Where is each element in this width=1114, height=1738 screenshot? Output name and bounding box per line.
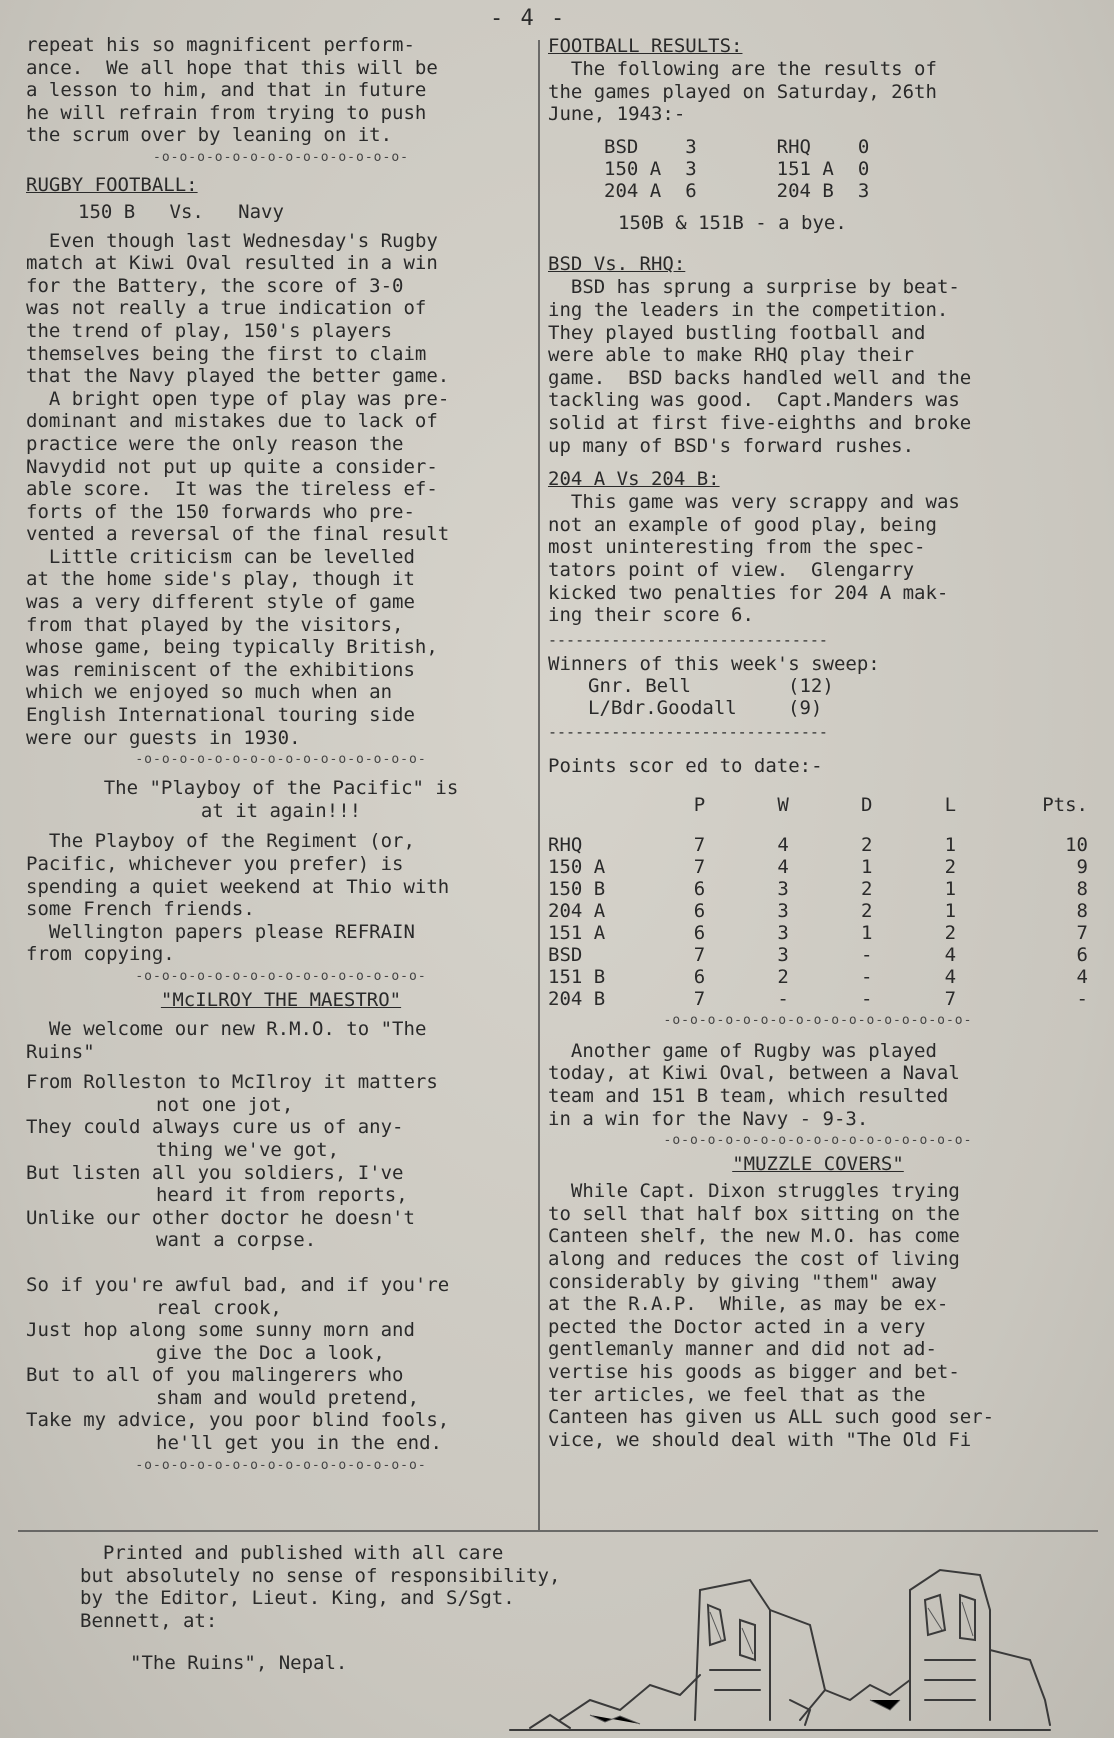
points-cell: 7	[944, 987, 957, 1010]
text-line: ing the leaders in the competition.	[548, 298, 949, 321]
points-cell: 204 B	[548, 987, 606, 1010]
points-row	[548, 878, 1088, 900]
text-line: he will refrain from trying to push	[26, 101, 427, 124]
muzzle-body	[548, 1180, 1088, 1451]
result-cell: 0	[857, 135, 870, 158]
sweep-table	[588, 675, 834, 719]
text-line: They played bustling football and	[548, 321, 926, 344]
separator: -o-o-o-o-o-o-o-o-o-o-o-o-o-o-o-o-o-	[663, 1133, 973, 1149]
text-line: but absolutely no sense of responsibility,	[80, 1564, 561, 1587]
points-cell: 4	[1076, 965, 1088, 988]
points-cell: 4	[944, 943, 957, 966]
text-line: tackling was good. Capt.Manders was	[548, 389, 960, 412]
verse-line: They could always cure us of any-	[26, 1116, 404, 1139]
text-line: team and 151 B team, which resulted	[548, 1085, 949, 1108]
points-cell: -	[1076, 987, 1088, 1010]
result-cell: 3	[857, 179, 870, 202]
text-line: ing their score 6.	[548, 604, 754, 627]
result-cell: 150 A	[604, 157, 662, 180]
text-line: some French friends.	[26, 898, 255, 921]
text-line: at the R.A.P. While, as may be ex-	[548, 1293, 949, 1316]
text-line: today, at Kiwi Oval, between a Naval	[548, 1062, 960, 1085]
points-column-header: Pts.	[1042, 793, 1088, 816]
text-line: able score. It was the tireless ef-	[26, 478, 438, 501]
text-line: BSD has sprung a surprise by beat-	[548, 276, 960, 299]
points-row	[548, 988, 1088, 1010]
text-line: ance. We all hope that this will be	[26, 56, 438, 79]
text-line: While Capt. Dixon struggles trying	[548, 1180, 960, 1203]
points-cell: 6	[693, 899, 706, 922]
dash-separator: -------------------------------	[548, 630, 828, 649]
bsd-heading: BSD Vs. RHQ:	[548, 253, 686, 276]
sweep-heading: Winners of this week's sweep:	[548, 652, 880, 675]
verse-line: From Rolleston to McIlroy it matters	[26, 1071, 438, 1094]
text-line: a lesson to him, and that in future	[26, 79, 427, 102]
separator: -o-o-o-o-o-o-o-o-o-o-o-o-o-o-o-o-	[135, 968, 427, 984]
text-line: practice were the only reason the	[26, 432, 404, 455]
points-cell: 7	[693, 987, 706, 1010]
text-line: considerably by giving "them" away	[548, 1270, 937, 1293]
text-line: Pacific, whichever you prefer) is	[26, 853, 404, 875]
sweep-cell: (9)	[788, 697, 823, 720]
bsd-body	[548, 276, 1088, 457]
points-cell: 3	[777, 899, 789, 922]
football-results-heading: FOOTBALL RESULTS:	[548, 35, 743, 57]
rugby-subheading: 150 B Vs. Navy	[78, 200, 284, 223]
text-line: vented a reversal of the final result	[26, 523, 450, 546]
text-line: was reminiscent of the exhibitions	[26, 658, 415, 681]
points-cell: 2	[777, 965, 789, 988]
text-line: whose game, being typically British,	[26, 636, 438, 659]
playboy-heading	[26, 777, 536, 822]
points-cell: 6	[1076, 943, 1088, 966]
text-line: Wellington papers please REFRAIN	[26, 920, 415, 943]
results-table	[604, 136, 893, 202]
points-cell: 4	[777, 833, 789, 856]
text-line: Navydid not put up quite a consider-	[26, 455, 438, 478]
text-line: This game was very scrappy and was	[548, 491, 960, 514]
points-cell: -	[861, 943, 873, 966]
result-cell: 0	[857, 157, 870, 180]
verse-1	[26, 1071, 536, 1252]
points-cell: 7	[693, 855, 706, 878]
text-line: the scrum over by leaning on it.	[26, 124, 393, 147]
points-cell: -	[861, 965, 873, 988]
result-cell: BSD	[604, 135, 639, 158]
points-cell: 1	[944, 877, 957, 900]
result-row	[604, 180, 893, 202]
points-cell: 1	[944, 899, 957, 922]
text-line: Printed and published with all care	[80, 1542, 504, 1564]
points-column-header: L	[944, 793, 957, 816]
text-line: the games played on Saturday, 26th	[548, 80, 937, 103]
separator: -o-o-o-o-o-o-o-o-o-o-o-o-o-o-o-o-	[135, 1457, 427, 1473]
sweep-row	[588, 697, 834, 719]
text-line: Even though last Wednesday's Rugby	[26, 229, 438, 252]
separator: -o-o-o-o-o-o-o-o-o-o-o-o-o-o-	[153, 149, 409, 165]
text-line: to sell that half box sitting on the	[548, 1202, 960, 1225]
text-line: game. BSD backs handled well and the	[548, 366, 972, 389]
verse-line: Take my advice, you poor blind fools,	[26, 1409, 450, 1432]
points-cell: 3	[777, 921, 789, 944]
verse-line-continued: not one jot,	[156, 1093, 294, 1116]
text-line: were able to make RHQ play their	[548, 344, 915, 367]
text-line: the trend of play, 150's players	[26, 319, 393, 342]
text-line: June, 1943:-	[548, 103, 686, 126]
points-cell: 2	[944, 855, 957, 878]
result-cell: 204 B	[776, 179, 834, 202]
ruins-sketch-image	[470, 1550, 1070, 1735]
result-cell: RHQ	[776, 135, 811, 158]
points-cell: 3	[777, 877, 789, 900]
sweep-cell: (12)	[788, 675, 834, 698]
text-line: that the Navy played the better game.	[26, 365, 450, 388]
result-cell: 3	[685, 157, 697, 180]
verse-line-continued: thing we've got,	[156, 1138, 340, 1161]
separator: -o-o-o-o-o-o-o-o-o-o-o-o-o-o-o-o-o-	[663, 1012, 973, 1028]
match-204-heading: 204 A Vs 204 B:	[548, 468, 720, 491]
verse-line: Unlike our other doctor he doesn't	[26, 1206, 415, 1229]
rugby-paragraph-2	[26, 388, 536, 546]
rugby-paragraph-1	[26, 230, 536, 388]
text-line: for the Battery, the score of 3-0	[26, 274, 404, 297]
rugby-heading: RUGBY FOOTBALL:	[26, 173, 198, 196]
mcilroy-intro	[26, 1018, 536, 1063]
points-cell: 204 A	[548, 899, 606, 922]
text-line: in a win for the Navy - 9-3.	[548, 1107, 869, 1130]
points-cell: 8	[1076, 899, 1088, 922]
text-line: A bright open type of play was pre-	[26, 387, 450, 410]
points-cell: 3	[777, 943, 789, 966]
text-line: which we enjoyed so much when an	[26, 681, 393, 704]
text-line: from copying.	[26, 943, 175, 966]
text-line: English International touring side	[26, 704, 415, 727]
points-cell: 8	[1076, 877, 1088, 900]
dash-separator: -------------------------------	[548, 723, 828, 742]
page-number: - 4 -	[490, 6, 567, 31]
verse-2	[26, 1274, 536, 1455]
match-204-body	[548, 491, 1088, 627]
text-line: vice, we should deal with "The Old Fi	[548, 1428, 972, 1451]
points-cell: 4	[944, 965, 957, 988]
points-cell: -	[861, 987, 873, 1010]
points-column-header: D	[861, 793, 873, 816]
points-cell: 9	[1076, 855, 1088, 878]
points-cell: 151 B	[548, 965, 606, 988]
verse-line: So if you're awful bad, and if you're	[26, 1273, 450, 1296]
points-cell: 150 A	[548, 855, 606, 878]
text-line: tators point of view. Glengarry	[548, 558, 915, 581]
verse-line-continued: heard it from reports,	[156, 1184, 408, 1207]
points-cell: 2	[861, 833, 873, 856]
points-cell: BSD	[548, 943, 583, 966]
points-cell: -	[777, 987, 789, 1010]
text-line: by the Editor, Lieut. King, and S/Sgt.	[80, 1587, 515, 1610]
another-game	[548, 1040, 1088, 1130]
text-line: The "Playboy of the Pacific" is	[103, 777, 459, 800]
points-row	[548, 856, 1088, 878]
result-cell: 204 A	[604, 179, 662, 202]
text-line: vertise his goods as bigger and bet-	[548, 1361, 960, 1383]
points-cell: 1	[861, 921, 873, 944]
text-line: repeat his so magnificent perform-	[26, 34, 415, 56]
points-row	[548, 900, 1088, 922]
verse-line-continued: want a corpse.	[156, 1229, 317, 1252]
points-row	[548, 834, 1088, 856]
text-line: Canteen shelf, the new M.O. has come	[548, 1225, 960, 1248]
text-line: at the home side's play, though it	[26, 568, 415, 591]
text-line: dominant and mistakes due to lack of	[26, 410, 438, 433]
text-line: was a very different style of game	[26, 591, 415, 614]
points-cell: 10	[1065, 833, 1088, 856]
points-cell: 150 B	[548, 877, 606, 900]
points-cell: 7	[1076, 921, 1088, 944]
text-line: Another game of Rugby was played	[548, 1039, 937, 1062]
intro-paragraph	[26, 34, 536, 147]
text-line: themselves being the first to claim	[26, 342, 427, 365]
text-line: Little criticism can be levelled	[26, 545, 415, 568]
verse-line-continued: real crook,	[156, 1296, 282, 1319]
points-cell: 2	[861, 877, 873, 900]
verse-line-continued: give the Doc a look,	[156, 1341, 385, 1364]
mcilroy-heading: "McILROY THE MAESTRO"	[160, 988, 402, 1011]
text-line: ter articles, we feel that as the	[548, 1383, 926, 1406]
imprint-place: "The Ruins", Nepal.	[130, 1652, 348, 1675]
points-cell: 2	[861, 899, 873, 922]
points-cell: 6	[693, 965, 706, 988]
text-line: Canteen has given us ALL such good ser-	[548, 1406, 995, 1429]
text-line: from that played by the visitors,	[26, 613, 404, 636]
points-cell: 1	[861, 855, 873, 878]
text-line: at it again!!!	[200, 799, 362, 822]
text-line: Bennett, at:	[80, 1609, 218, 1632]
text-line: gentlemanly manner and did not ad-	[548, 1338, 937, 1361]
points-heading: Points scor ed to date:-	[548, 755, 823, 778]
points-cell: 2	[944, 921, 957, 944]
result-cell: 3	[685, 135, 697, 158]
text-line: kicked two penalties for 204 A mak-	[548, 581, 949, 604]
points-cell: 4	[777, 855, 789, 878]
muzzle-heading: "MUZZLE COVERS"	[732, 1153, 904, 1176]
points-row	[548, 966, 1088, 988]
text-line: up many of BSD's forward rushes.	[548, 434, 915, 457]
points-cell: 7	[693, 943, 706, 966]
separator: -o-o-o-o-o-o-o-o-o-o-o-o-o-o-o-o-	[135, 752, 427, 768]
verse-line: Just hop along some sunny morn and	[26, 1319, 415, 1342]
footer-divider	[18, 1530, 1098, 1532]
football-intro	[548, 58, 1088, 126]
points-row	[548, 922, 1088, 944]
result-row	[604, 136, 893, 158]
text-line: Ruins"	[26, 1040, 95, 1063]
text-line: not an example of good play, being	[548, 513, 937, 536]
result-cell: 151 A	[776, 157, 834, 180]
bye-line: 150B & 151B - a bye.	[618, 211, 847, 234]
points-table	[548, 794, 1088, 1010]
points-cell: 6	[693, 921, 706, 944]
rugby-paragraph-3	[26, 546, 536, 749]
verse-line: But to all of you malingerers who	[26, 1364, 404, 1387]
text-line: most uninteresting from the spec-	[548, 536, 926, 559]
result-row	[604, 158, 893, 180]
right-column	[548, 34, 1088, 1451]
verse-line: But listen all you soldiers, I've	[26, 1161, 404, 1184]
text-line: spending a quiet weekend at Thio with	[26, 875, 450, 898]
playboy-body	[26, 830, 536, 966]
text-line: We welcome our new R.M.O. to "The	[26, 1017, 427, 1040]
left-column	[26, 34, 536, 1477]
text-line: solid at first five-eighths and broke	[548, 411, 972, 434]
text-line: The following are the results of	[548, 58, 937, 80]
sweep-cell: Gnr. Bell	[588, 675, 691, 698]
points-column-header: W	[777, 793, 789, 816]
points-column-header: P	[693, 793, 706, 816]
result-cell: 6	[685, 179, 697, 202]
verse-line-continued: sham and would pretend,	[156, 1386, 420, 1409]
points-cell: 1	[944, 833, 957, 856]
text-line: pected the Doctor acted in a very	[548, 1315, 926, 1338]
text-line: match at Kiwi Oval resulted in a win	[26, 252, 438, 275]
sweep-cell: L/Bdr.Goodall	[588, 697, 737, 720]
text-line: was not really a true indication of	[26, 297, 427, 320]
sweep-row	[588, 675, 834, 697]
points-cell: 7	[693, 833, 706, 856]
points-cell: 6	[693, 877, 706, 900]
text-line: The Playboy of the Regiment (or,	[26, 830, 415, 853]
column-divider	[538, 40, 540, 1530]
text-line: forts of the 150 forwards who pre-	[26, 500, 415, 523]
text-line: were our guests in 1930.	[26, 726, 301, 749]
points-row	[548, 944, 1088, 966]
points-cell: 151 A	[548, 921, 606, 944]
points-cell: RHQ	[548, 833, 583, 856]
verse-line-continued: he'll get you in the end.	[156, 1432, 442, 1455]
text-line: along and reduces the cost of living	[548, 1248, 960, 1271]
